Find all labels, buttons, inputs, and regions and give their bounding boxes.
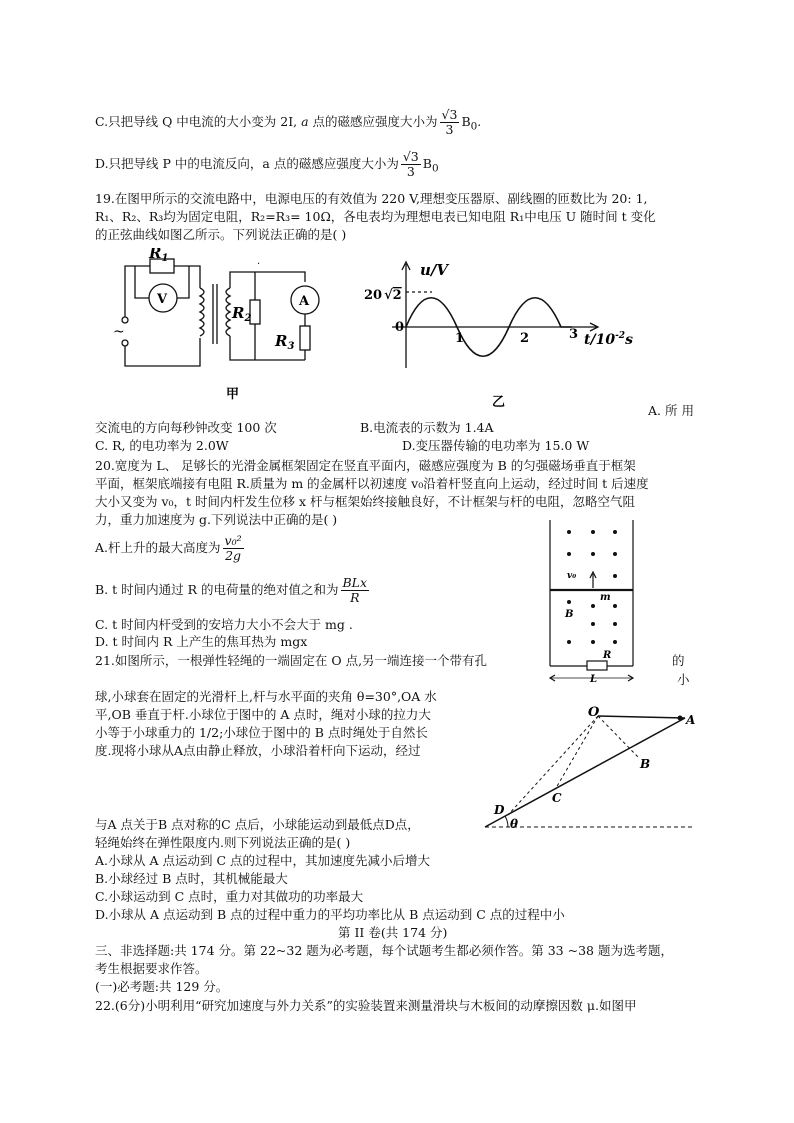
origin-label: 0 xyxy=(395,320,405,335)
label-r1: $R_1$ xyxy=(149,248,169,264)
q22-stem: 22.(6分)小明利用“研究加速度与外力关系”的实验装置来测量滑块与木板间的动摩擦因数 μ.如图甲 xyxy=(95,998,637,1013)
tick-2: 2 xyxy=(520,331,530,346)
q21-stem-line3: 平,OB 垂直于杆.小球位于图中的 A 点时，绳对小球的拉力大 xyxy=(95,707,431,722)
figure-caption-yi: 乙 xyxy=(492,395,506,408)
angle-theta-label: θ xyxy=(510,817,519,831)
point-d-label: D xyxy=(494,803,505,817)
q20-frame-diagram xyxy=(545,518,645,683)
q19-option-a: 交流电的方向每秒钟改变 100 次 xyxy=(95,420,277,435)
q19-option-a-head: A. 所 用 xyxy=(648,403,694,418)
ammeter-label: A xyxy=(299,294,310,309)
sqrt3-over-3-fraction: $\frac{√3}{3}$ xyxy=(402,149,419,179)
figure-caption-jia: 甲 xyxy=(226,387,240,402)
tick-3: 3 xyxy=(569,327,579,342)
q20-stem-line2: 平面，框架底端接有电阻 R.质量为 m 的金属杆以初速度 v₀沿着杆竖直向上运动，经过时间 t 后速度 xyxy=(95,476,649,491)
voltmeter-label: V xyxy=(157,292,168,307)
point-c-label: C xyxy=(552,791,562,805)
q20-option-b: B. t 时间内通过 R 的电荷量的绝对值之和为 $\frac{\text{BLx}}{R}$ xyxy=(95,575,368,605)
part2-instructions-line2: 考生根据要求作答。 xyxy=(95,961,208,976)
q20-stem-line1: 20.宽度为 L、 足够长的光滑金属框架固定在竖直平面内，磁感应强度为 B 的匀强磁场垂直于框架 xyxy=(95,458,636,473)
field-label: B xyxy=(565,609,574,620)
part2-instructions-line1: 三、非选择题:共 174 分。第 22~32 题为必考题，每个试题考生都必须作答。第 33 ~38 题为选考题， xyxy=(95,943,673,958)
v0-label: v₀ xyxy=(567,571,577,581)
mass-label: m xyxy=(600,592,611,603)
q19-stem-line3: 的正弦曲线如图乙所示。下列说法正确的是( ) xyxy=(95,227,347,242)
q19-option-b: B.电流表的示数为 1.4A xyxy=(360,420,494,435)
q20-option-d: D. t 时间内 R 上产生的焦耳热为 mgx xyxy=(95,634,308,649)
q21-option-c: C.小球运动到 C 点时，重力对其做功的功率最大 xyxy=(95,889,364,904)
tick-1: 1 xyxy=(455,331,465,346)
q21-rod-diagram xyxy=(480,700,700,835)
q21-option-b: B.小球经过 B 点时，其机械能最大 xyxy=(95,871,288,886)
point-a-label: A xyxy=(686,713,696,727)
part2-required-heading: (一)必考题:共 129 分。 xyxy=(95,979,229,994)
peak-label: 20 √2 xyxy=(364,288,402,303)
x-axis-label: $t/10^{-2}s$ xyxy=(584,331,633,348)
q21-stem-line5: 度.现将小球从A点由静止释放，小球沿着杆向下运动，经过 xyxy=(95,743,421,758)
label-r2: $R_2$ xyxy=(232,304,252,324)
sqrt3-over-3-fraction: $\frac{√3}{3}$ xyxy=(441,107,458,137)
q19-option-c: C. R, 的电功率为 2.0W xyxy=(95,438,229,453)
q21-stem-line1-tail2: 小 xyxy=(677,672,690,687)
q18-option-d: D.只把导线 P 中的电流反向，a 点的磁感应强度大小为 $\frac{√3}{3}$ $B_0$ xyxy=(95,149,439,179)
q19-option-d: D.变压器传输的电功率为 15.0 W xyxy=(402,438,590,453)
y-axis-label: u/V xyxy=(420,261,449,279)
charge-fraction: $\frac{\text{BLx}}{R}$ xyxy=(342,575,368,605)
part2-title: 第 II 卷(共 174 分) xyxy=(338,925,448,940)
q19-voltage-graph xyxy=(362,258,642,408)
q19-stem-line1: 19.在图甲所示的交流电路中，电源电压的有效值为 220 V,理想变压器原、副线圈的匝数比为 20: 1, xyxy=(95,191,648,206)
q18-option-c: C.只把导线 Q 中电流的大小变为 2I, a 点的磁感应强度大小为 $\frac{√3}{3}$ $B_0$. xyxy=(95,107,482,137)
q21-stem-line1: 21.如图所示，一根弹性轻绳的一端固定在 O 点,另一端连接一个带有孔 xyxy=(95,653,488,668)
q20-option-a: A.杆上升的最大高度为 $\frac{\text{v₀²}}{2g}$ xyxy=(95,533,242,563)
max-height-fraction: $\frac{\text{v₀²}}{2g}$ xyxy=(224,533,242,563)
point-b-label: B xyxy=(640,757,651,771)
width-label: L xyxy=(590,674,598,683)
resistor-label: R xyxy=(603,650,612,661)
q20-stem-line4: 力，重力加速度为 g.下列说法中正确的是( ) xyxy=(95,512,338,527)
q20-stem-line3: 大小又变为 v₀，t 时间内杆发生位移 x 杆与框架始终接触良好，不计框架与杆的电阻，忽略空气阻 xyxy=(95,494,636,509)
label-r3: $R_3$ xyxy=(275,332,295,352)
point-o-label: O xyxy=(588,705,600,720)
q21-stem-line6: 与A 点关于B 点对称的C 点后，小球能运动到最低点D点， xyxy=(95,817,420,832)
q19-circuit-diagram xyxy=(105,248,335,408)
q20-option-c: C. t 时间内杆受到的安培力大小不会大于 mg . xyxy=(95,617,353,632)
q21-option-a: A.小球从 A 点运动到 C 点的过程中，其加速度先减小后增大 xyxy=(95,853,430,868)
q21-stem-line2: 球,小球套在固定的光滑杆上,杆与水平面的夹角 θ=30°,OA 水 xyxy=(95,689,437,704)
ac-source-symbol: ~ xyxy=(113,324,125,340)
q21-option-d: D.小球从 A 点运动到 B 点的过程中重力的平均功率比从 B 点运动到 C 点的过程中小 xyxy=(95,907,565,922)
q21-stem-line7: 轻绳始终在弹性限度内.则下列说法正确的是( ) xyxy=(95,835,351,850)
q21-stem-line4: 小等于小球重力的 1/2;小球位于图中的 B 点时绳处于自然长 xyxy=(95,725,428,740)
q21-stem-line1-tail: 的 xyxy=(672,653,685,668)
circuit-dot-mark: · xyxy=(257,259,261,270)
q19-stem-line2: R₁、R₂、R₃均为固定电阻，R₂=R₃= 10Ω，各电表均为理想电表已知电阻 R₁中电压 U 随时间 t 变化 xyxy=(95,209,656,224)
